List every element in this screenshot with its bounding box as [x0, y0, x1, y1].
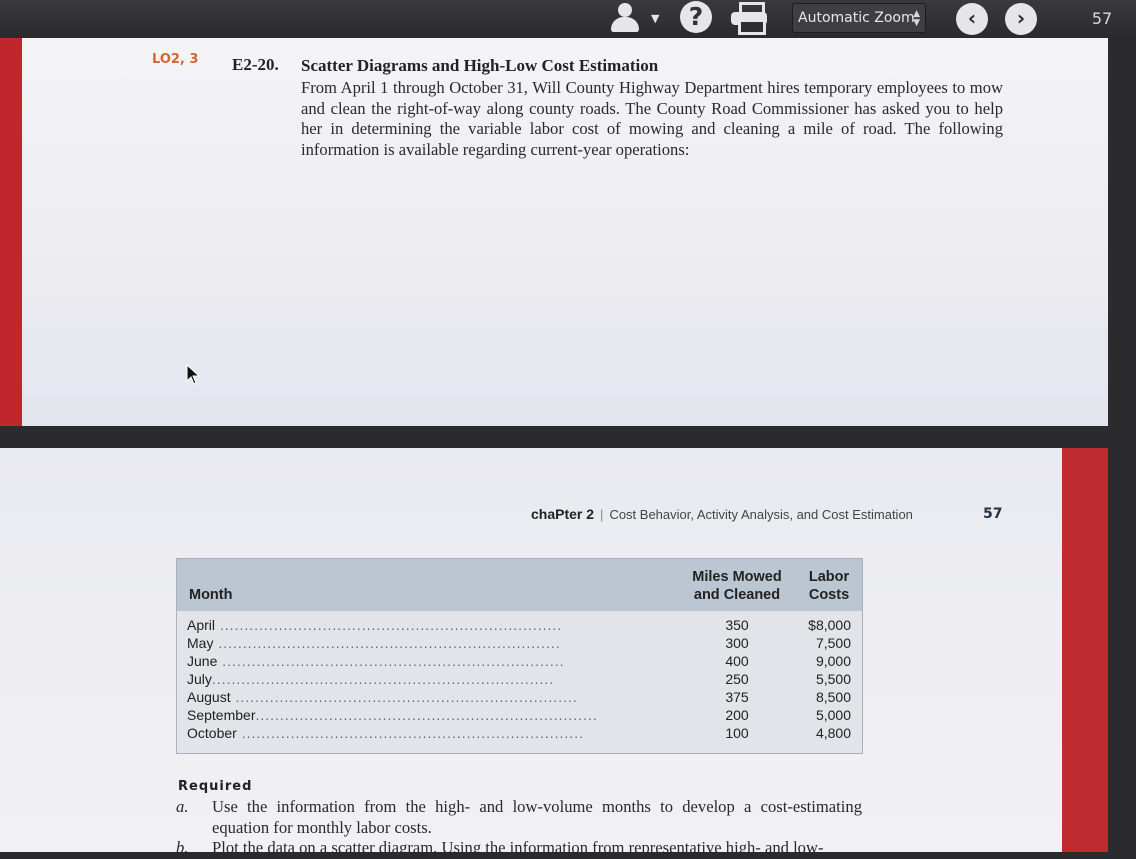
miles-cell: 300 [725, 635, 749, 651]
month-cell: October [187, 725, 237, 741]
page-margin-bar [1062, 448, 1108, 852]
labor-cell: $8,000 [808, 617, 851, 633]
learning-objective-tag: LO2, 3 [152, 52, 199, 67]
chevron-right-icon: › [1016, 6, 1026, 30]
month-cell: June [187, 653, 218, 669]
running-head [531, 506, 913, 522]
table-row [177, 617, 862, 635]
labor-cell: 5,000 [815, 707, 851, 723]
leader-dots: ...................................................................... [213, 635, 561, 651]
leader-dots: ...................................................................... [211, 671, 555, 687]
page-number: 57 [983, 506, 1003, 522]
table-header [177, 559, 862, 611]
exercise-number: E2-20. [232, 55, 279, 74]
exercise-body: From April 1 through October 31, Will County Highway Department hires temporary employees to mow and clean the right-of-way along county roads. The County Road Commissioner has asked you to help her in determining the variable labor cost of mowing and cleaning a mile of road. The following information is available regarding current-year operations: [301, 78, 1003, 159]
miles-cell: 375 [725, 689, 749, 705]
leader-dots: ...................................................................... [236, 725, 584, 741]
viewer-toolbar [0, 0, 1136, 38]
previous-page-button[interactable] [956, 3, 988, 35]
table-row [177, 725, 862, 743]
month-cell: April [187, 617, 216, 633]
running-head-separator: | [600, 507, 604, 522]
mouse-pointer-icon [186, 364, 200, 386]
data-table [176, 558, 863, 754]
chapter-label: chaPter 2 [531, 506, 595, 522]
miles-cell: 250 [725, 671, 749, 687]
zoom-label: Automatic Zoom [798, 10, 915, 26]
labor-cell: 8,500 [815, 689, 851, 705]
document-page-top [0, 38, 1108, 426]
column-header-month: Month [189, 587, 233, 603]
month-cell: September [187, 707, 256, 723]
table-row [177, 653, 862, 671]
chapter-title: Cost Behavior, Activity Analysis, and Cost Estimation [609, 507, 913, 522]
month-cell: July [187, 671, 212, 687]
table-row [177, 689, 862, 707]
leader-dots: ...................................................................... [217, 653, 565, 669]
page-number-input[interactable]: 57 [1091, 9, 1113, 28]
labor-cell: 7,500 [815, 635, 851, 651]
leader-dots: ...................................................................... [215, 617, 563, 633]
document-page-bottom [0, 448, 1080, 857]
labor-cell: 5,500 [815, 671, 851, 687]
table-row [177, 671, 862, 689]
leader-dots: ...................................................................... [255, 707, 598, 723]
month-cell: May [187, 635, 214, 651]
miles-cell: 200 [725, 707, 749, 723]
requirement-letter: b. [176, 838, 189, 857]
column-header-miles: Miles Mowed and Cleaned [692, 569, 782, 603]
chevron-down-icon[interactable]: ▼ [651, 12, 660, 25]
leader-dots: ...................................................................... [230, 689, 578, 705]
select-arrows-icon: ▲ ▼ [913, 9, 920, 28]
exercise-title: Scatter Diagrams and High-Low Cost Estimation [301, 56, 659, 75]
month-cell: August [187, 689, 231, 705]
table-row [177, 635, 862, 653]
requirement-letter: a. [176, 797, 189, 816]
column-header-labor: Labor Costs [808, 569, 850, 603]
requirement-text: Use the information from the high- and low-volume months to develop a cost-estimating equation for monthly labor costs. [212, 797, 862, 837]
miles-cell: 350 [725, 617, 749, 633]
table-row [177, 707, 862, 725]
zoom-select[interactable] [792, 3, 926, 33]
help-icon[interactable]: ? [680, 1, 712, 33]
print-icon[interactable] [730, 2, 768, 34]
labor-cell: 9,000 [815, 653, 851, 669]
requirement-text: Plot the data on a scatter diagram. Using the information from representative high- and low- [212, 838, 824, 857]
page-margin-bar [0, 38, 22, 426]
next-page-button[interactable] [1005, 3, 1037, 35]
user-icon[interactable] [608, 1, 642, 35]
labor-cell: 4,800 [815, 725, 851, 741]
miles-cell: 100 [725, 725, 749, 741]
required-heading: Required [178, 779, 253, 794]
miles-cell: 400 [725, 653, 749, 669]
chevron-left-icon: ‹ [967, 6, 977, 30]
